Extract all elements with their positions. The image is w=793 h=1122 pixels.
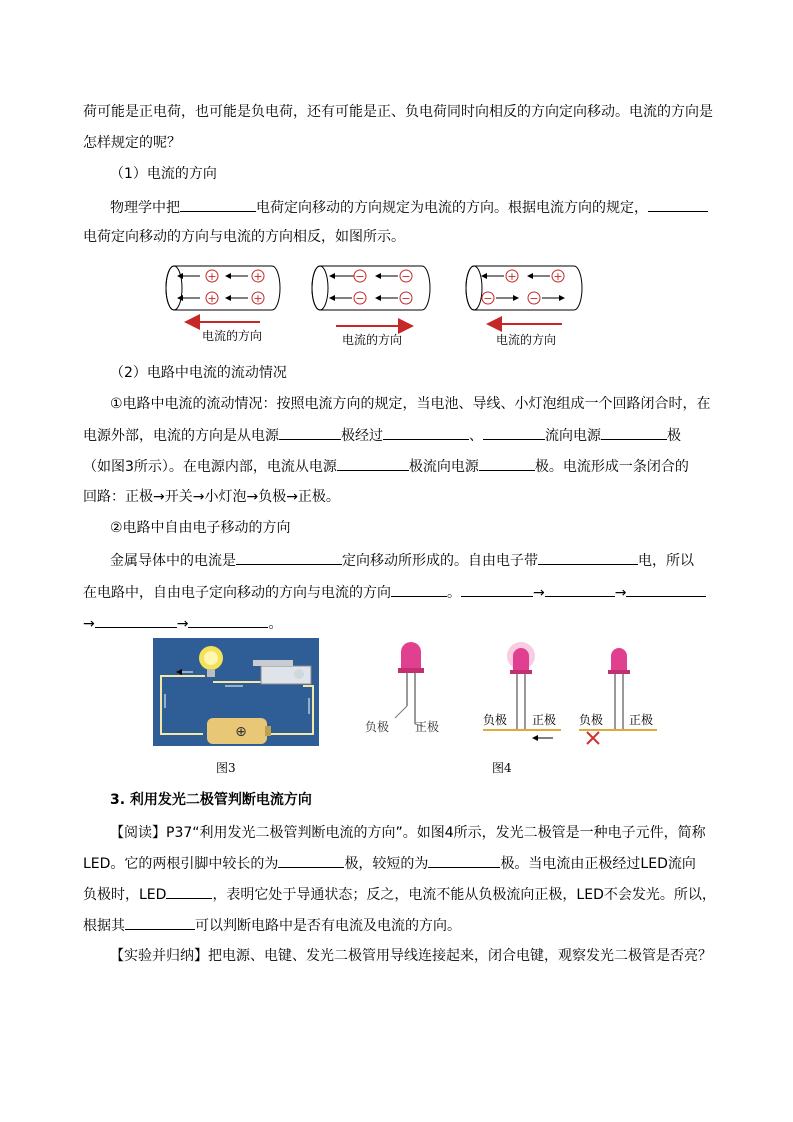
conductor-mixed-charges (466, 266, 582, 347)
fill-blank[interactable] (538, 550, 638, 565)
pos-label: 正极 (629, 713, 654, 727)
conductor-negative-charges (312, 266, 430, 347)
led-lit (483, 642, 561, 738)
fill-blank[interactable] (125, 915, 195, 930)
minus-charge: − (355, 270, 365, 283)
minus-charge: − (401, 292, 411, 305)
pos-label: 正极 (532, 713, 557, 727)
minus-charge: − (401, 270, 411, 283)
para-line: 金属导体中的电流是 定向移动所形成的。自由电子带 电，所以 (110, 550, 694, 571)
fill-blank[interactable] (188, 613, 268, 628)
para-line: → → 。 (83, 613, 282, 634)
figure-3-caption: 图3 (216, 761, 236, 775)
led-unlit (579, 648, 657, 744)
para-line: 荷可能是正电荷，也可能是负电荷，还有可能是正、负电荷同时向相反的方向定向移动。电流的方向是 (83, 104, 713, 120)
fill-blank[interactable] (391, 582, 447, 597)
fill-blank[interactable] (95, 613, 177, 628)
para-line: （如图3所示）。在电源内部，电流从电源 极流向电源 极。电流形成一条闭合的 (83, 456, 689, 477)
para-line: ①电路中电流的流动情况：按照电流方向的规定，当电池、导线、小灯泡组成一个回路闭合时，在 (110, 396, 711, 412)
neg-label: 负极 (483, 713, 508, 727)
para-line: 负极时，LED ，表明它处于导通状态；反之，电流不能从负极流向正极，LED不会发光。所以， (83, 884, 716, 905)
figure-caption: 电流的方向 (496, 333, 557, 347)
led-figure-4 (355, 638, 665, 748)
para-line: 物理学中把 电荷定向移动的方向规定为电流的方向。根据电流方向的规定， (110, 197, 708, 218)
para-line: 【阅读】P37“利用发光二极管判断电流的方向”。如图4所示，发光二极管是一种电子元件，简称 (110, 825, 706, 841)
current-direction-figure (160, 258, 590, 353)
fill-blank[interactable] (278, 853, 344, 868)
plus-charge: + (207, 270, 217, 283)
para-line: 电荷定向移动的方向与电流的方向相反，如图所示。 (83, 229, 405, 245)
figure-4-caption: 图4 (492, 761, 512, 775)
fill-blank[interactable] (236, 550, 342, 565)
figure-caption: 电流的方向 (202, 329, 263, 343)
fill-blank[interactable] (461, 582, 533, 597)
cross-mark (587, 732, 599, 744)
battery (207, 718, 271, 744)
fill-blank[interactable] (180, 197, 256, 212)
minus-charge: − (529, 292, 539, 305)
fill-blank[interactable] (428, 853, 500, 868)
plus-charge: + (553, 270, 563, 283)
para-line: 电源外部，电流的方向是从电源 极经过 、 流向电源 极 (83, 425, 681, 446)
fill-blank[interactable] (601, 425, 667, 440)
fill-blank[interactable] (279, 425, 341, 440)
fill-blank[interactable] (648, 197, 708, 212)
plus-charge: + (253, 270, 263, 283)
figure-caption: 电流的方向 (342, 333, 403, 347)
para-line: 【实验并归纳】把电源、电键、发光二极管用导线连接起来，闭合电键，观察发光二极管是否亮？ (110, 948, 712, 964)
minus-charge: − (355, 292, 365, 305)
neg-label: 负极 (365, 720, 390, 734)
neg-label: 负极 (579, 713, 604, 727)
circuit-figure-3 (153, 638, 319, 746)
plus-charge: + (507, 270, 517, 283)
fill-blank[interactable] (545, 582, 615, 597)
section-heading-led: 3. 利用发光二极管判断电流方向 (110, 792, 312, 808)
para-line: LED。它的两根引脚中较长的为 极，较短的为 极。当电流由正极经过LED流向 (83, 853, 696, 874)
plus-charge: + (253, 292, 263, 305)
para-line: 怎样规定的呢？ (83, 135, 181, 151)
battery-positive-sign: ⊕ (235, 724, 247, 740)
led (365, 642, 439, 734)
conductor-positive-charges (166, 266, 280, 343)
para-line: 根据其 可以判断电路中是否有电流及电流的方向。 (83, 915, 461, 936)
fill-blank[interactable] (479, 456, 535, 471)
minus-charge: − (483, 292, 493, 305)
fill-blank[interactable] (626, 582, 706, 597)
para-line: 回路：正极→开关→小灯泡→负极→正极。 (83, 489, 340, 505)
fill-blank[interactable] (337, 456, 409, 471)
section-heading-circuit-current: （2）电路中电流的流动情况 (110, 365, 287, 381)
section-heading-current-direction: （1）电流的方向 (110, 166, 217, 182)
subheading-electron-direction: ②电路中自由电子移动的方向 (110, 520, 291, 536)
plus-charge: + (207, 292, 217, 305)
para-line: 在电路中，自由电子定向移动的方向与电流的方向 。 → → (83, 582, 706, 603)
pos-label: 正极 (415, 720, 440, 734)
fill-blank[interactable] (383, 425, 469, 440)
fill-blank[interactable] (166, 884, 212, 899)
fill-blank[interactable] (483, 425, 545, 440)
